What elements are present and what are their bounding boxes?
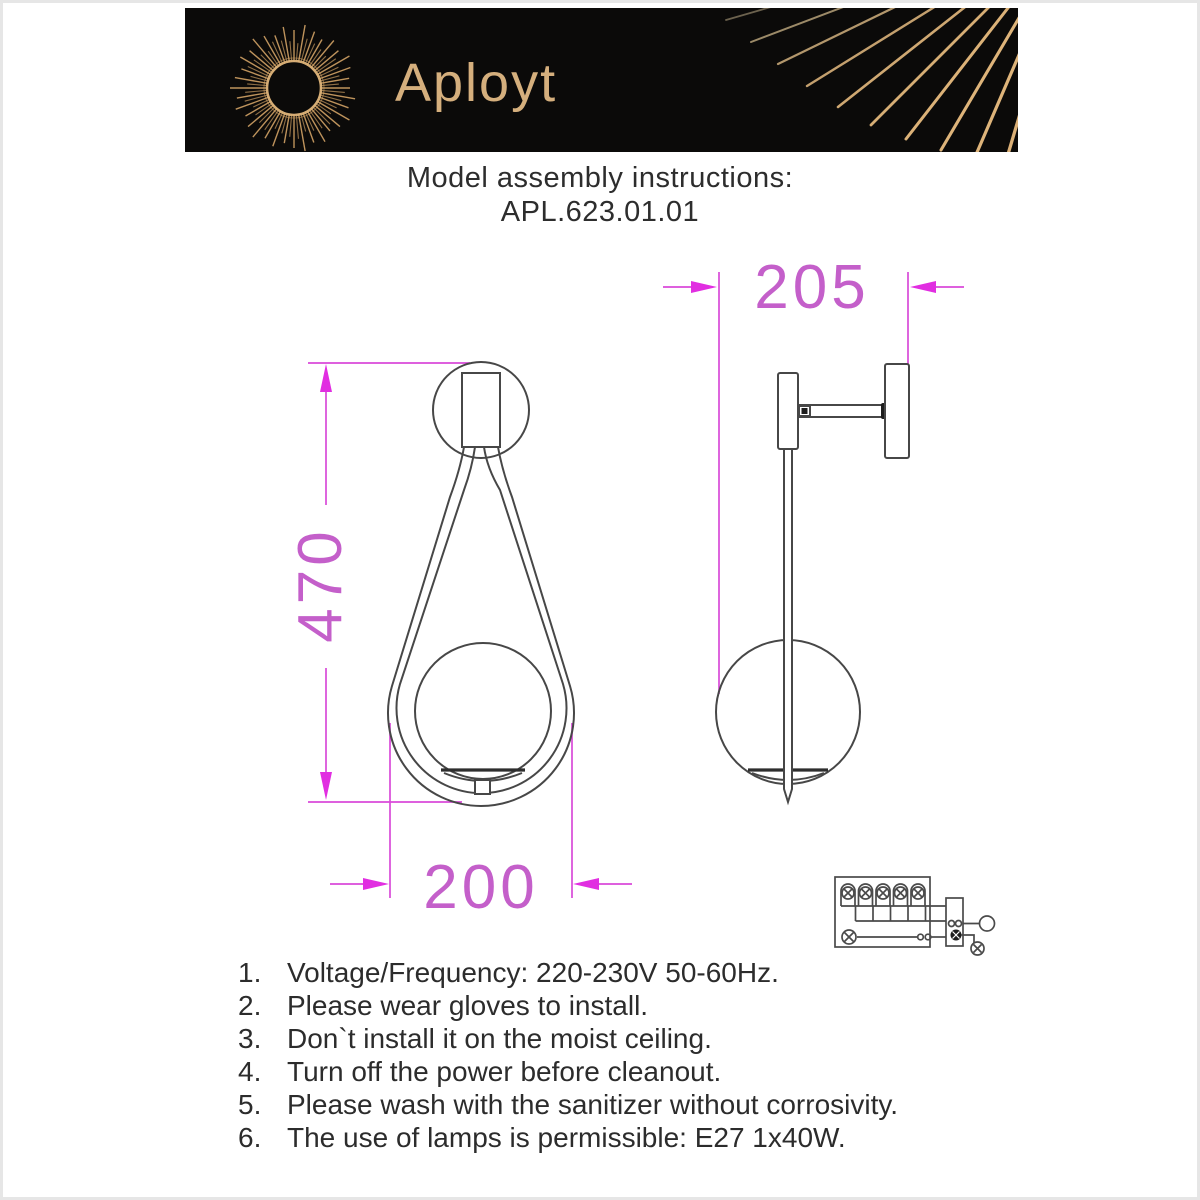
rays-decoration-icon — [558, 8, 1018, 152]
stem-rod — [784, 449, 792, 802]
technical-drawing — [0, 245, 1200, 965]
instruction-list — [238, 956, 1098, 1154]
frame-edge-plate — [778, 373, 798, 449]
glass-globe — [415, 643, 551, 779]
instruction-number: 2. — [238, 989, 262, 1021]
brand-banner — [185, 8, 1018, 152]
brand-name: Aployt — [395, 53, 558, 113]
mount-plate — [462, 373, 500, 447]
instruction-number: 1. — [238, 956, 262, 988]
terminal-screws — [841, 884, 925, 906]
dimension-width: 200 — [423, 853, 539, 922]
connector-block — [946, 898, 995, 955]
instruction-text: Don`t install it on the moist ceiling. — [287, 1022, 712, 1054]
instruction-text: The use of lamps is permissible: E27 1x40W. — [287, 1121, 846, 1153]
instruction-item — [238, 956, 1098, 989]
lamp-holder-symbol — [980, 916, 995, 931]
front-view — [388, 362, 574, 806]
instruction-item — [238, 1055, 1098, 1088]
instruction-item — [238, 1022, 1098, 1055]
instruction-text: Please wear gloves to install. — [287, 989, 649, 1021]
model-number: APL.623.01.01 — [500, 196, 700, 228]
document-title — [0, 161, 1200, 229]
title-line-1: Model assembly instructions: — [406, 162, 794, 194]
dimension-height: 470 — [286, 527, 355, 643]
instruction-item — [238, 1121, 1098, 1154]
instruction-number: 3. — [238, 1022, 262, 1054]
instruction-text: Turn off the power before cleanout. — [287, 1055, 722, 1087]
instruction-item — [238, 989, 1098, 1022]
instruction-text: Voltage/Frequency: 220-230V 50-60Hz. — [287, 956, 779, 988]
arm-set-screw — [802, 408, 808, 414]
instruction-text: Please wash with the sanitizer without corrosivity. — [287, 1088, 899, 1120]
dimension-depth: 205 — [754, 253, 870, 322]
frame-loop — [388, 447, 574, 806]
instruction-number: 5. — [238, 1088, 262, 1120]
wiring-diagram — [835, 877, 995, 955]
holder-nut — [475, 780, 490, 794]
wall-arm — [798, 405, 885, 417]
side-view — [716, 364, 909, 802]
instruction-number: 4. — [238, 1055, 262, 1087]
instruction-item — [238, 1088, 1098, 1121]
wall-plate — [885, 364, 909, 458]
dimension-annotations — [286, 253, 964, 922]
sunburst-logo-icon — [224, 18, 364, 152]
instruction-number: 6. — [238, 1121, 262, 1153]
